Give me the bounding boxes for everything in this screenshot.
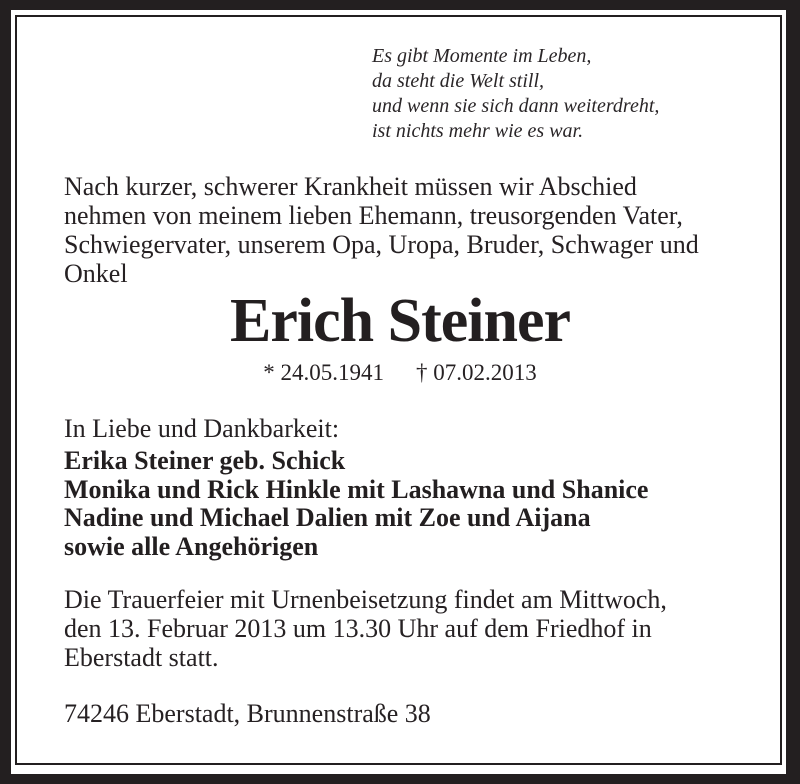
contact-address: 74246 Eberstadt, Brunnenstraße 38 <box>64 699 431 728</box>
announcement-line: nehmen von meinem lieben Ehemann, treusorgenden Vater, <box>64 201 683 230</box>
verse-line: da steht die Welt still, <box>372 70 545 92</box>
memorial-verse <box>372 44 659 144</box>
mourner-line: Erika Steiner geb. Schick <box>64 446 346 475</box>
verse-line: Es gibt Momente im Leben, <box>372 45 592 67</box>
announcement-line: Schwiegervater, unserem Opa, Uropa, Bruder, Schwager und <box>64 230 699 259</box>
funeral-line: Die Trauerfeier mit Urnenbeisetzung findet am Mittwoch, <box>64 585 667 614</box>
death-announcement <box>64 172 699 288</box>
death-date: † 07.02.2013 <box>416 360 537 385</box>
verse-line: und wenn sie sich dann weiterdreht, <box>372 95 660 117</box>
life-dates <box>0 360 800 386</box>
mourner-line: Nadine und Michael Dalien mit Zoe und Aijana <box>64 503 591 533</box>
mourner-line: Monika und Rick Hinkle mit Lashawna und Shanice <box>64 474 649 504</box>
mourners-list <box>64 447 648 562</box>
funeral-line: Eberstadt statt. <box>64 643 219 672</box>
birth-date: * 24.05.1941 <box>263 360 384 385</box>
announcement-line: Onkel <box>64 259 128 288</box>
announcement-line: Nach kurzer, schwerer Krankheit müssen wir Abschied <box>64 172 637 201</box>
closing-line: In Liebe und Dankbarkeit: <box>64 414 340 443</box>
funeral-details <box>64 585 667 672</box>
funeral-line: den 13. Februar 2013 um 13.30 Uhr auf dem Friedhof in <box>64 614 652 643</box>
mourner-line: sowie alle Angehörigen <box>64 532 319 562</box>
deceased-name: Erich Steiner <box>230 287 570 355</box>
verse-line: ist nichts mehr wie es war. <box>372 120 584 142</box>
